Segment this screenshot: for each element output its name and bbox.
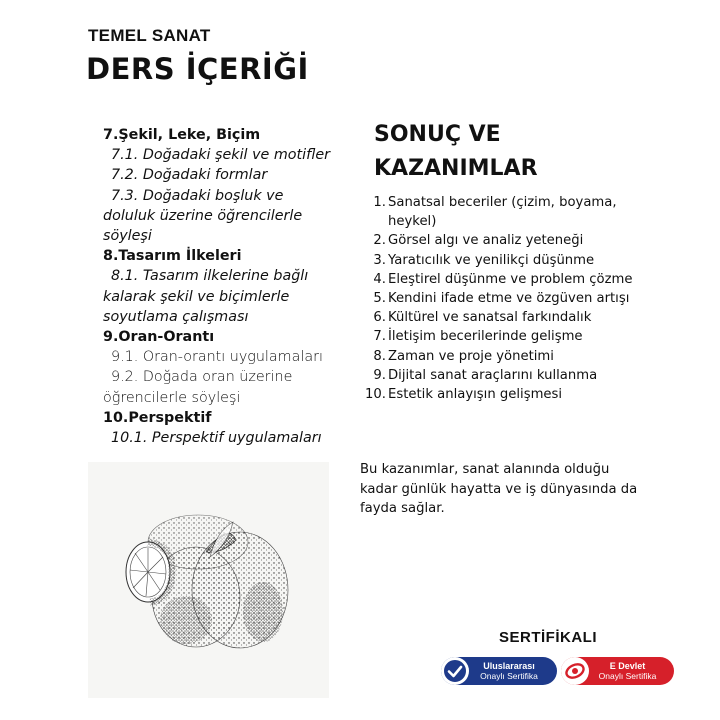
outcomes-list xyxy=(360,193,660,404)
outcome-number: 9. xyxy=(373,367,386,383)
outcome-text: Kültürel ve sanatsal farkındalık xyxy=(388,310,592,326)
results-title xyxy=(374,118,614,186)
badge2-line1: E Devlet xyxy=(609,661,646,671)
international-certificate-badge xyxy=(441,657,557,685)
outcome-text: Zaman ve proje yönetimi xyxy=(388,348,554,364)
outcome-number: 6. xyxy=(373,310,386,326)
outcome-item xyxy=(360,385,660,404)
outcome-item xyxy=(360,251,660,270)
outcome-text: İletişim becerilerinde gelişme xyxy=(388,329,583,345)
section-heading: 9.Oran-Orantı xyxy=(103,329,215,346)
content-line: soyutlama çalışması xyxy=(103,308,249,325)
outcome-text: Görsel algı ve analiz yeteneği xyxy=(388,233,584,249)
content-line: 9.1. Oran-orantı uygulamaları xyxy=(111,349,323,366)
course-content-list xyxy=(103,125,353,448)
content-line: söyleşi xyxy=(103,228,152,245)
outcome-text: Dijital sanat araçlarını kullanma xyxy=(388,367,598,383)
outcome-number: 10. xyxy=(365,387,386,403)
edevlet-certificate-badge xyxy=(561,657,674,685)
content-line: 7.2. Doğadaki formlar xyxy=(111,167,268,184)
badge1-line1: Uluslararası xyxy=(483,661,535,671)
section-heading: 8.Tasarım İlkeleri xyxy=(103,248,242,265)
outcome-item xyxy=(360,289,660,308)
outcome-item xyxy=(360,308,660,327)
badge1-line2: Onaylı Sertifika xyxy=(480,671,538,681)
outcome-number: 1. xyxy=(373,195,386,210)
outcome-item xyxy=(360,193,660,231)
check-icon xyxy=(441,657,469,685)
outcome-number: 4. xyxy=(373,271,386,287)
outcome-item xyxy=(360,366,660,385)
outcome-text: Sanatsal beceriler (çizim, boyama, heykel) xyxy=(388,195,617,230)
content-line: 7.3. Doğadaki boşluk ve xyxy=(111,187,284,204)
outcome-item xyxy=(360,231,660,250)
outcome-item xyxy=(360,327,660,346)
outcome-number: 8. xyxy=(373,348,386,364)
content-line: doluluk üzerine öğrencilerle xyxy=(103,207,303,224)
content-line: öğrencilerle söyleşi xyxy=(103,389,241,406)
content-line: kalarak şekil ve biçimlerle xyxy=(103,288,290,305)
section-heading: 10.Perspektif xyxy=(103,409,212,426)
outcome-number: 5. xyxy=(373,291,386,307)
outcome-text: Estetik anlayışın gelişmesi xyxy=(388,387,563,403)
page-title: DERS İÇERİĞİ xyxy=(86,52,309,86)
content-line: 9.2. Doğada oran üzerine xyxy=(111,369,293,386)
results-title-line1: SONUÇ VE xyxy=(374,122,501,147)
outcome-text: Yaratıcılık ve yenilikçi düşünme xyxy=(388,252,595,268)
outcome-text: Kendini ifade etme ve özgüven artışı xyxy=(388,291,630,307)
content-line: 8.1. Tasarım ilkelerine bağlı xyxy=(111,268,309,285)
results-title-line2: KAZANIMLAR xyxy=(374,156,538,181)
content-line: 10.1. Perspektif uygulamaları xyxy=(111,430,322,447)
certificate-title: SERTİFİKALI xyxy=(499,629,597,646)
edevlet-logo-icon xyxy=(561,657,589,685)
outcome-item xyxy=(360,347,660,366)
section-heading: 7.Şekil, Leke, Biçim xyxy=(103,127,261,143)
outcome-text: Eleştirel düşünme ve problem çözme xyxy=(388,271,633,287)
edevlet-certificate-label xyxy=(589,661,674,681)
outcome-number: 2. xyxy=(373,233,386,249)
stippled-lemons-drawing-icon xyxy=(88,462,329,698)
course-kicker: TEMEL SANAT xyxy=(88,26,211,45)
badge2-line2: Onaylı Sertifika xyxy=(598,671,657,681)
outcome-number: 7. xyxy=(373,329,386,345)
content-line: 7.1. Doğadaki şekil ve motifler xyxy=(111,147,331,164)
lemon-illustration xyxy=(88,462,329,698)
closing-paragraph: Bu kazanımlar, sanat alanında olduğu kadar günlük hayatta ve iş dünyasında da fayda sağlar. xyxy=(360,462,638,516)
outcome-number: 3. xyxy=(373,252,386,268)
international-certificate-label xyxy=(469,661,557,681)
outcome-item xyxy=(360,270,660,289)
